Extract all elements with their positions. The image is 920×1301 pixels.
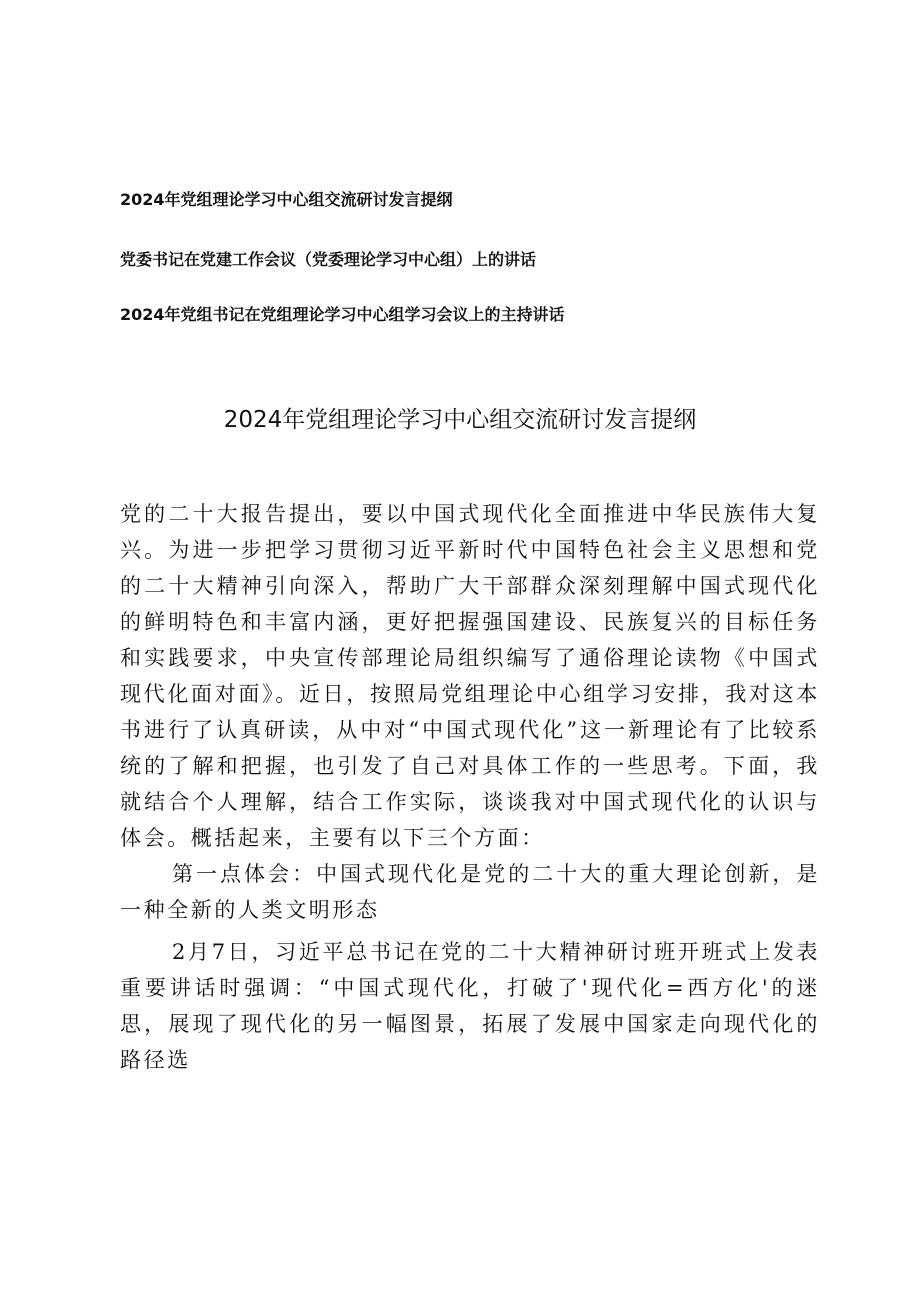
paragraph-intro: 党的二十大报告提出，要以中国式现代化全面推进中华民族伟大复兴。为进一步把学习贯彻习近平新时代中国特色社会主义思想和党的二十大精神引向深入，帮助广大干部群众深刻理解中国式现代化的鲜明特色和丰富内涵，更好把握强国建设、民族复兴的目标任务和实践要求，中央宣传部理论局组织编写了通俗理论读物《中国式现代化面对面》。近日，按照局党组理论中心组学习安排，我对这本书进行了认真研读，从中对“中国式现代化”这一新理论有了比较系统的了解和把握，也引发了自己对具体工作的一些思考。下面，我就结合个人理解，结合工作实际，谈谈我对中国式现代化的认识与体会。概括起来，主要有以下三个方面： xyxy=(120,502,820,850)
paragraph-body: 2月7日，习近平总书记在党的二十大精神研讨班开班式上发表重要讲话时强调：“中国式现代化，打破了'现代化=西方化'的迷思，展现了现代化的另一幅图景，拓展了发展中国家走向现代化的路径选 xyxy=(120,940,820,1072)
toc-item[interactable]: 党委书记在党建工作会议（党委理论学习中心组）上的讲话 xyxy=(120,250,537,269)
document-body xyxy=(120,496,820,1078)
toc-item[interactable]: 2024年党组书记在党组理论学习中心组学习会议上的主持讲话 xyxy=(120,305,565,324)
document-title: 2024年党组理论学习中心组交流研讨发言提纲 xyxy=(223,407,697,433)
toc-item[interactable]: 2024年党组理论学习中心组交流研讨发言提纲 xyxy=(120,190,453,209)
paragraph-heading-first-point: 第一点体会：中国式现代化是党的二十大的重大理论创新，是一种全新的人类文明形态 xyxy=(120,862,820,922)
